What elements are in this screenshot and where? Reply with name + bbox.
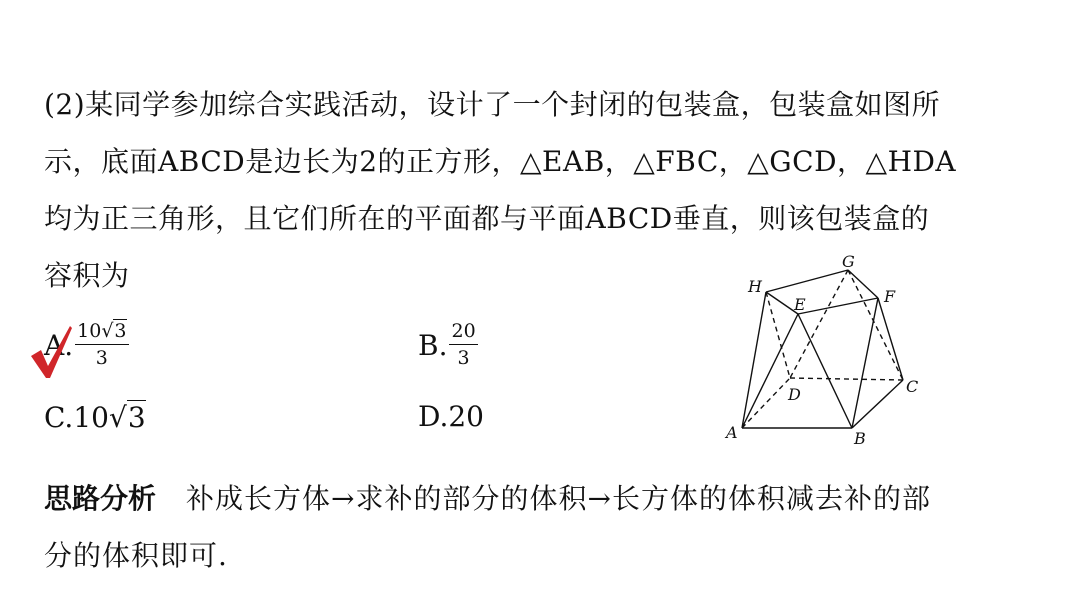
label-f: F xyxy=(884,287,896,306)
solution-analysis xyxy=(44,470,1054,584)
edge-bf xyxy=(852,298,878,428)
option-b-prefix: B. xyxy=(418,328,448,362)
option-b[interactable] xyxy=(418,322,478,368)
label-e: E xyxy=(794,295,806,314)
option-d-text: D.20 xyxy=(418,400,484,433)
label-a: A xyxy=(726,423,738,442)
option-a-fraction: $\frac{10√3}{3}$ xyxy=(77,320,127,369)
label-b: B xyxy=(854,429,866,448)
option-a-denominator: 3 xyxy=(95,347,108,369)
label-g: G xyxy=(842,252,855,271)
option-c[interactable]: C.10 √ 3 xyxy=(44,400,146,434)
problem-line-3: 均为正三角形，且它们所在的平面都与平面ABCD垂直，则该包装盒的 xyxy=(44,202,930,235)
problem-line-4: 容积为 xyxy=(44,259,130,292)
label-h: H xyxy=(748,277,762,296)
analysis-line-2: 分的体积即可. xyxy=(44,539,228,572)
edge-gf xyxy=(848,270,878,298)
edge-hg xyxy=(766,270,848,292)
label-d: D xyxy=(788,385,801,404)
option-b-denominator: 3 xyxy=(457,347,470,369)
label-c: C xyxy=(906,377,919,396)
option-a-numerator-radicand: 3 xyxy=(114,320,127,342)
edge-gd xyxy=(790,270,848,378)
problem-line-1: (2)某同学参加综合实践活动，设计了一个封闭的包装盒，包装盒如图所 xyxy=(44,88,941,121)
analysis-label: 思路分析 xyxy=(44,482,157,515)
edge-hd xyxy=(766,292,790,378)
edge-ae xyxy=(742,314,798,428)
option-b-fraction xyxy=(449,322,477,368)
edge-dc xyxy=(790,378,903,380)
option-a-numerator-coef: 10 xyxy=(77,320,102,342)
option-c-prefix: C.10 xyxy=(44,400,109,434)
option-d[interactable] xyxy=(418,400,484,433)
option-c-radicand: 3 xyxy=(127,401,146,434)
option-b-numerator: 20 xyxy=(449,322,477,345)
check-mark-icon xyxy=(28,322,74,380)
edge-eb xyxy=(798,314,852,428)
option-a-prefix: A. xyxy=(44,328,74,362)
analysis-line-1: 补成长方体→求补的部分的体积→长方体的体积减去补的部 xyxy=(186,482,931,515)
packaging-box-figure xyxy=(720,252,930,452)
problem-line-2: 示，底面ABCD是边长为2的正方形，△EAB，△FBC，△GCD，△HDA xyxy=(44,145,957,178)
